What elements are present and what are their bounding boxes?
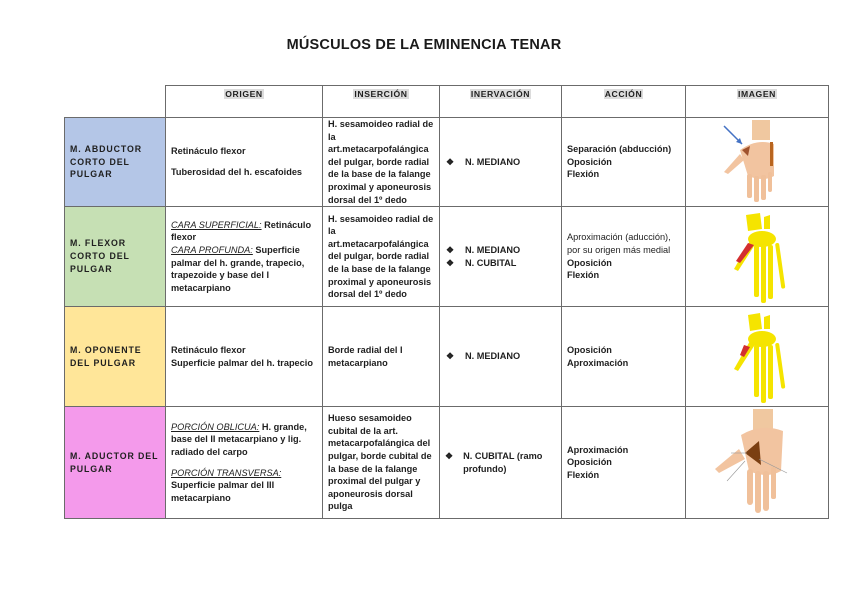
- image-cell: [686, 207, 829, 307]
- insertion-cell: Hueso sesamoideo cubital de la art. metacarpofalángica del pulgar, borde cubital de la base de la falange proximal del pulgar y aponeurosis dorsal pulga: [323, 407, 440, 519]
- column-header-origen: ORIGEN: [166, 86, 323, 118]
- hand-skeleton-icon: [722, 209, 792, 305]
- hand-illustration-icon: [712, 120, 802, 204]
- header-row: [65, 86, 829, 118]
- image-cell: [686, 307, 829, 407]
- diamond-bullet-icon: ❖: [445, 245, 455, 256]
- insertion-cell: Borde radial del I metacarpiano: [323, 307, 440, 407]
- corner-cell: [65, 86, 166, 118]
- muscle-name-cell: M. OPONENTE DEL PULGAR: [65, 307, 166, 407]
- diamond-bullet-icon: ❖: [445, 451, 454, 462]
- innervation-cell: ❖ N. MEDIANO: [440, 118, 562, 207]
- image-cell: [686, 407, 829, 519]
- origin-cell: PORCIÓN OBLICUA: H. grande, base del II metacarpiano y lig. radiado del carpo PORCIÓN TRANSVERSA: Superficie palmar del III metacarpiano: [166, 407, 323, 519]
- table-row: [65, 407, 829, 519]
- action-cell: Separación (abducción) Oposición Flexión: [562, 118, 686, 207]
- muscle-name-cell: M. ADUCTOR DEL PULGAR: [65, 407, 166, 519]
- innervation-cell: ❖ N. MEDIANO: [440, 307, 562, 407]
- column-header-insercion: INSERCIÓN: [323, 86, 440, 118]
- column-header-inervacion: INERVACIÓN: [440, 86, 562, 118]
- diamond-bullet-icon: ❖: [445, 351, 455, 362]
- innervation-cell: ❖ N. MEDIANO ❖ N. CUBITAL: [440, 207, 562, 307]
- image-cell: [686, 118, 829, 207]
- origin-cell: Retináculo flexor Superficie palmar del h. trapecio: [166, 307, 323, 407]
- diamond-bullet-icon: ❖: [445, 156, 455, 167]
- innervation-cell: ❖ N. CUBITAL (ramo profundo): [440, 407, 562, 519]
- muscle-name-cell: M. FLEXOR CORTO DEL PULGAR: [65, 207, 166, 307]
- action-cell: Oposición Aproximación: [562, 307, 686, 407]
- column-header-accion: ACCIÓN: [562, 86, 686, 118]
- origin-cell: CARA SUPERFICIAL: Retináculo flexor CARA PROFUNDA: Superficie palmar del h. grande, trapecio, trapezoide y base del I metacarpiano: [166, 207, 323, 307]
- table-row: [65, 307, 829, 407]
- table-row: [65, 207, 829, 307]
- origin-cell: Retináculo flexor Tuberosidad del h. escafoides: [166, 118, 323, 207]
- muscle-name-cell: M. ABDUCTOR CORTO DEL PULGAR: [65, 118, 166, 207]
- diamond-bullet-icon: ❖: [445, 257, 455, 268]
- action-cell: Aproximación (aducción), por su origen más medial Oposición Flexión: [562, 207, 686, 307]
- insertion-cell: H. sesamoideo radial de la art.metacarpofalángica del pulgar, borde radial de la base de la falange proximal y aponeurosis dorsal del 1º dedo: [323, 118, 440, 207]
- hand-skeleton-icon: [722, 309, 792, 405]
- table-row: [65, 118, 829, 207]
- document-title: MÚSCULOS DE LA EMINENCIA TENAR: [286, 37, 562, 53]
- hand-illustration-icon: [707, 409, 807, 517]
- thenar-muscles-table: [64, 85, 829, 519]
- insertion-cell: H. sesamoideo radial de la art.metacarpofalángica del pulgar, borde radial de la base de la falange proximal y aponeurosis dorsal del 1º dedo: [323, 207, 440, 307]
- column-header-imagen: IMAGEN: [686, 86, 829, 118]
- action-cell: Aproximación Oposición Flexión: [562, 407, 686, 519]
